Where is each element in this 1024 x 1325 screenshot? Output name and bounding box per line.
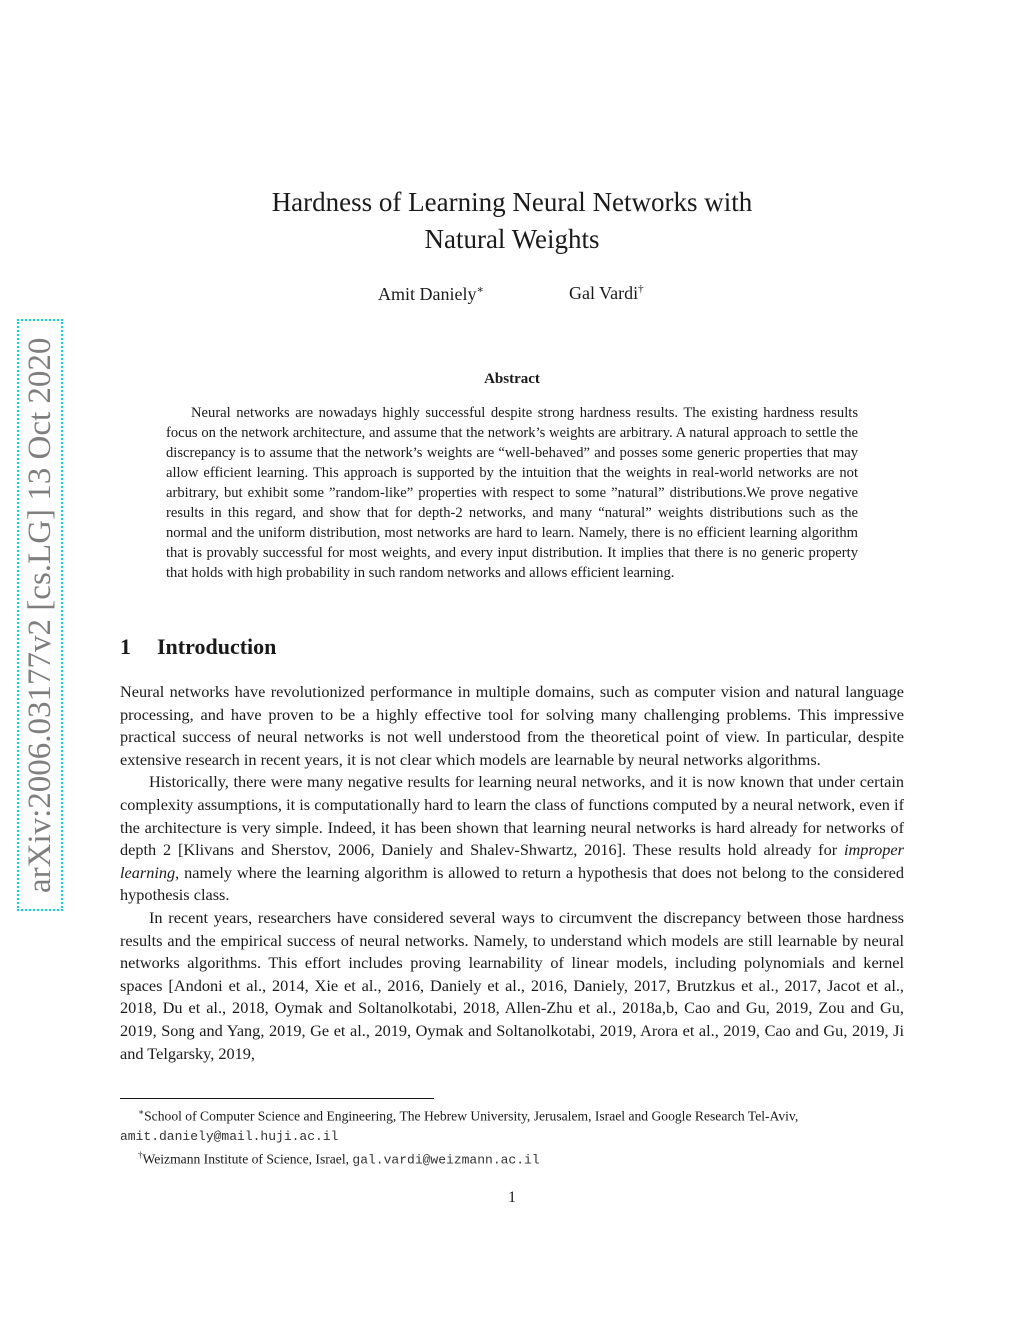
section-number: 1 <box>120 634 131 659</box>
author-2-footnote-mark[interactable]: † <box>638 283 644 295</box>
footnote-1-mark: ∗ <box>138 1107 145 1117</box>
section-heading <box>120 634 276 660</box>
introduction-body <box>120 681 904 1065</box>
paper-title-line-2: Natural Weights <box>424 224 600 254</box>
paragraph-2-text-b: , namely where the learning algorithm is allowed to return a hypothesis that does not belong to the considered hypothesis class. <box>120 862 904 905</box>
paper-title-line-1: Hardness of Learning Neural Networks with <box>271 187 753 217</box>
paragraph-1: Neural networks have revolutionized performance in multiple domains, such as computer vision and natural language processing, and have proven to be a highly effective tool for solving many challenging problems. This impressive practical success of neural networks is not well understood from the theoretical point of view. In particular, despite extensive research in recent years, it is not clear which models are learnable by neural networks algorithms. <box>120 682 904 769</box>
section-title: Introduction <box>157 634 277 659</box>
paper-title <box>0 184 1024 258</box>
author-1 <box>378 283 484 305</box>
footnote-1 <box>120 1103 904 1126</box>
footnote-1-email-line <box>120 1126 904 1146</box>
emphasis-improper-learning: improper learning <box>120 840 904 882</box>
footnote-2-email[interactable]: gal.vardi@weizmann.ac.il <box>352 1152 540 1168</box>
page-number: 1 <box>508 1189 516 1206</box>
footnote-1-email[interactable]: amit.daniely@mail.huji.ac.il <box>120 1128 339 1144</box>
arxiv-identifier: arXiv:2006.03177v2 [cs.LG] 13 Oct 2020 <box>18 320 62 910</box>
author-2 <box>569 283 644 304</box>
paragraph-2 <box>120 771 904 907</box>
author-1-name: Amit Daniely <box>378 284 477 304</box>
paragraph-3: In recent years, researchers have considered several ways to circumvent the discrepancy between those hardness results and the empirical success of neural networks. Namely, to understand which models are still learnable by neural networks algorithms. This effort includes proving learnability of linear models, including polynomials and kernel spaces [Andoni et al., 2014, Xie et al., 2016, Daniely et al., 2016, Daniely, 2017, Brutzkus et al., 2017, Jacot et al., 2018, Du et al., 2018, Oymak and Soltanolkotabi, 2018, Allen-Zhu et al., 2018a,b, Cao and Gu, 2019, Zou and Gu, 2019, Song and Yang, 2019, Ge et al., 2019, Oymak and Soltanolkotabi, 2019, Arora et al., 2019, Cao and Gu, 2019, Ji and Telgarsky, 2019, <box>120 907 904 1063</box>
author-2-name: Gal Vardi <box>569 283 639 303</box>
footnotes <box>120 1103 904 1169</box>
footnote-divider <box>120 1098 434 1099</box>
footnote-2 <box>120 1146 904 1170</box>
author-1-footnote-mark[interactable]: ∗ <box>476 284 484 296</box>
footnote-2-mark: † <box>138 1149 143 1160</box>
footnote-1-text: School of Computer Science and Engineering, The Hebrew University, Jerusalem, Israel and Google Research Tel-Aviv, <box>144 1108 799 1124</box>
abstract-heading: Abstract <box>484 371 540 387</box>
abstract-text: Neural networks are nowadays highly successful despite strong hardness results. The existing hardness results focus on the network architecture, and assume that the network’s weights are arbitrary. A natural approach to settle the discrepancy is to assume that the network’s weights are “well-behaved” and posses some generic properties that may allow efficient learning. This approach is supported by the intuition that the weights in real-world networks are not arbitrary, but exhibit some ”random-like” properties with respect to some ”natural” distributions.We prove negative results in this regard, and show that for depth-2 networks, and many “natural” weights distributions such as the normal and the uniform distribution, most networks are hard to learn. Namely, there is no efficient learning algorithm that is provably successful for most weights, and every input distribution. It implies that there is no generic property that holds with high probability in such random networks and allows efficient learning. <box>166 405 858 581</box>
paragraph-2-text-a: Historically, there were many negative results for learning neural networks, and it is now known that under certain complexity assumptions, it is computationally hard to learn the class of functions computed by a neural network, even if the architecture is very simple. Indeed, it has been shown that learning neural networks is hard already for networks of depth 2 [Klivans and Sherstov, 2006, Daniely and Shalev-Shwartz, 2016]. These results hold already for <box>120 772 904 860</box>
footnote-2-text: Weizmann Institute of Science, Israel, <box>142 1151 353 1167</box>
